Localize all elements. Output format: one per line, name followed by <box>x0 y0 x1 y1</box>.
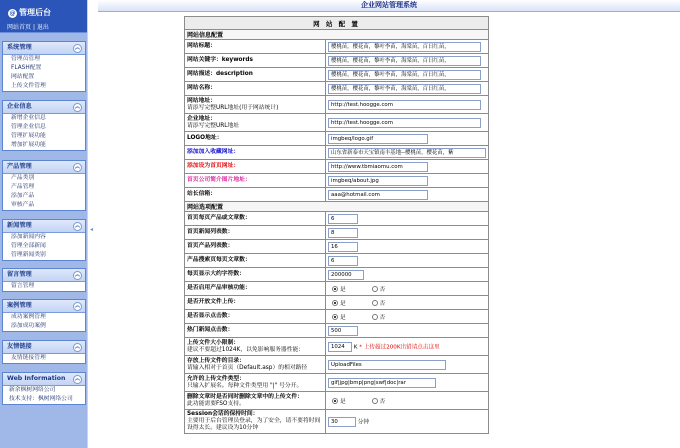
field-label: Session会话的保持时间： 主要用于后台管理员登录，为了安全，请不要将时间设得太长。建议设为10分钟 <box>185 410 326 434</box>
menu-links <box>2 340 86 364</box>
upload-help-link[interactable]: * 上传超过200K出错请点击这里 <box>359 344 440 350</box>
audit-yes-radio[interactable] <box>332 286 338 292</box>
menu-company <box>2 100 86 151</box>
sidebar <box>0 0 87 448</box>
collapse-sidebar-icon[interactable]: ◂ <box>90 226 94 233</box>
section-title: 网站信息配置 <box>185 30 489 40</box>
menu-cases <box>2 299 86 332</box>
window-title-bar <box>98 0 680 12</box>
field-label: LOGO地址： <box>185 132 326 146</box>
menu-item[interactable]: 审核产品 <box>11 202 35 208</box>
menu-products <box>2 160 86 211</box>
field-label: 添加设为首页网址： <box>185 160 326 174</box>
home-news-input[interactable]: 8 <box>328 228 358 238</box>
keywords-input[interactable]: 樱桃苗，樱花苗，黎叶李苗，海棠苗，百日红苗， <box>328 56 481 66</box>
menu-item[interactable]: 管理扩展功能 <box>11 133 46 139</box>
field-label: 是否开放文件上传： <box>185 296 326 310</box>
field-label: 网站地址： 请添写完整URL地址(用于网站统计) <box>185 96 326 114</box>
count-no-radio[interactable] <box>372 314 378 320</box>
field-hint: 请添写完整URL地址 <box>187 122 240 129</box>
menu-item[interactable]: 新增企业信息 <box>11 115 46 121</box>
unit-label: 分钟 <box>357 419 369 425</box>
site-name-input[interactable]: 樱桃苗，樱花苗，黎叶李苗，海棠苗，百日红苗， <box>328 84 481 94</box>
favorite-input[interactable]: 山东省新泰市天宝镇南丰基地--樱桃苗，樱花苗，紫 <box>328 148 486 158</box>
session-timeout-input[interactable]: 30 <box>328 417 356 427</box>
brand-logo <box>0 0 87 22</box>
collapse-icon[interactable]: ︽ <box>74 164 80 170</box>
field-hint: 建议不要超过1024K，以免影响服务器性能： <box>187 346 305 353</box>
delete-yes-radio[interactable] <box>332 398 338 404</box>
collapse-icon[interactable]: ︽ <box>74 376 80 382</box>
menu-item[interactable]: 上传文件管理 <box>11 83 46 89</box>
field-label: 是否启用产品审核功能： <box>185 282 326 296</box>
menu-header[interactable]: 企业信息 ︽ <box>3 101 85 114</box>
site-title-input[interactable]: 樱桃苗，樱花苗，黎叶李苗，海棠苗，百日红苗， <box>328 42 481 52</box>
sidebar-divider[interactable] <box>87 0 98 448</box>
upload-dir-input[interactable]: UploadFiles <box>328 360 446 370</box>
field-label: 允许的上传文件类型： 只输入扩展名。每种文件类型用 "|" 号分开。 <box>185 374 326 392</box>
field-label: 网站标题： <box>185 40 326 54</box>
menu-item[interactable]: FLASH配置 <box>11 65 42 71</box>
upload-yes-radio[interactable] <box>332 300 338 306</box>
field-label: 每页显示大约字符数： <box>185 268 326 282</box>
count-yes-radio[interactable] <box>332 314 338 320</box>
delete-no-radio[interactable] <box>372 398 378 404</box>
collapse-icon[interactable]: ︽ <box>74 344 80 350</box>
field-label: 站长信箱： <box>185 188 326 202</box>
email-input[interactable]: aaa@hotmail.com <box>328 190 428 200</box>
hot-news-input[interactable]: 500 <box>328 326 358 336</box>
menu-messages <box>2 268 86 292</box>
menu-header[interactable]: 新闻管理 ︽ <box>3 220 85 233</box>
field-label: 企业地址： 请添写完整URL地址 <box>185 114 326 132</box>
link-separator: | <box>32 24 35 31</box>
home-products-input[interactable]: 6 <box>328 214 358 224</box>
menu-item[interactable]: 产品类别 <box>11 175 35 181</box>
form-title: 网 站 配 置 <box>185 17 489 30</box>
home-link[interactable]: 网站首页 <box>7 24 32 31</box>
homepage-input[interactable]: http://www.tbmiaomu.com <box>328 162 428 172</box>
section-title: 网站选项配置 <box>185 202 489 212</box>
description-input[interactable]: 樱桃苗，樱花苗，黎叶李苗，海棠苗，百日红苗， <box>328 70 481 80</box>
field-label: 网站关键字：keywords <box>185 54 326 68</box>
max-chars-input[interactable]: 200000 <box>328 270 364 280</box>
sidebar-brand <box>0 0 87 33</box>
menu-item[interactable]: 管理企业信息 <box>11 124 46 130</box>
menu-news <box>2 219 86 261</box>
field-hint: 此功能需要FSO支持。 <box>187 400 245 407</box>
menu-item[interactable]: 添加成功案例 <box>11 323 46 329</box>
menu-item[interactable]: 增加扩展功能 <box>11 142 46 148</box>
field-hint: 主要用于后台管理员登录，为了安全，请不要将时间设得太长。建议设为10分钟 <box>187 418 321 431</box>
menu-web-info <box>2 372 86 405</box>
audit-no-radio[interactable] <box>372 286 378 292</box>
settings-form: 网 站 配 置 网站信息配置 网站标题： 樱桃苗，樱花苗，黎叶李苗，海棠苗，百日红苗， 网站关键字：keywords 樱桃苗，樱花苗，黎叶李苗，海棠苗，百日红苗， 网站描述：description 樱桃苗，樱花苗，黎叶李苗，海棠苗，百日红苗， 网站名称： 樱桃苗，樱花苗，黎叶李苗，海棠苗，百日红苗， 网站地址： 请添写完整URL地址(用于网站统计) http://test.hoogge.com 企业地址： 请添写完整URL地址 http://test.hoogge.com LOGO地址： imgbeq/logo.gif 添加加入收藏网址： 山东省新泰市天宝镇南丰基地--樱桃苗，樱花苗，紫 添加设为首页网址： http://www.tbmiaomu.com 首页公司简介图片地址： imgbeq/about.jpg 站长信箱： aaa@hotmail.com 网站选项配置 首页每页产品或文章数： 6 首页新闻列表数： 8 首页产品列表数： 16 产品搜索页每页文章数： 6 每页显示大约字符数： 200000 是否启用产品审核功能： 是 否 是否开放文件上传： 是 否 是否显示点击数： 是 否 热门新闻点击数： 500 上传文件大小限制： 建议不要超过1024K，以免影响服务器性能： 1024 K * 上传超过200K出错请点击这里 存放上传文件的目录： 请输入相对于首页（Default.asp）的相对路径 UploadFiles 允许的上传文件类型： 只输入扩展名。每种文件类型用 "|" 号分开。 gif|jpg|bmp|png|swf|doc|rar 删除文章时是否同时删除文章中的上传文件： 此功能需要FSO支持。 是 否 Session会话的保持时间： 主要用于后台管理员登录，为了安全，请不要将时间设得太长。建议设为10分钟 30 分钟 <box>184 16 489 434</box>
menu-item[interactable]: 管理新闻类别 <box>11 252 46 258</box>
menu-header[interactable]: 友情链接 ︽ <box>3 341 85 354</box>
field-label: 首页每页产品或文章数： <box>185 212 326 226</box>
menu-system <box>2 41 86 92</box>
menu-header[interactable]: 系统管理 ︽ <box>3 42 85 55</box>
brand-links <box>0 22 87 31</box>
field-hint: 只输入扩展名。每种文件类型用 "|" 号分开。 <box>187 382 303 389</box>
field-label: 网站名称： <box>185 82 326 96</box>
collapse-icon[interactable]: ︽ <box>74 303 80 309</box>
about-image-input[interactable]: imgbeq/about.jpg <box>328 176 428 186</box>
unit-label: K <box>353 344 358 350</box>
window-title: 企业网站管理系统 <box>361 1 417 9</box>
search-page-input[interactable]: 6 <box>328 256 358 266</box>
menu-header[interactable]: 产品管理 ︽ <box>3 161 85 174</box>
field-label: 首页新闻列表数： <box>185 226 326 240</box>
menu-item[interactable]: 管理员管理 <box>11 56 40 62</box>
file-types-input[interactable]: gif|jpg|bmp|png|swf|doc|rar <box>328 378 436 388</box>
company-url-input[interactable]: http://test.hoogge.com <box>328 118 481 128</box>
menu-item[interactable]: 留言管理 <box>11 283 35 289</box>
collapse-icon[interactable]: ︽ <box>74 223 80 229</box>
site-url-input[interactable]: http://test.hoogge.com <box>328 100 481 110</box>
field-label: 热门新闻点击数： <box>185 324 326 338</box>
field-label: 产品搜索页每页文章数： <box>185 254 326 268</box>
menu-item[interactable]: 成功案例管理 <box>11 314 46 320</box>
menu-header[interactable]: 案例管理 ︽ <box>3 300 85 313</box>
menu-item[interactable]: 网站配置 <box>11 74 35 80</box>
collapse-icon[interactable]: ︽ <box>74 104 80 110</box>
brand-title: 管理后台 <box>19 8 51 17</box>
menu-item[interactable]: 管理全部新闻 <box>11 243 46 249</box>
at-icon: @ <box>9 10 16 17</box>
field-label: 存放上传文件的目录： 请输入相对于首页（Default.asp）的相对路径 <box>185 356 326 374</box>
field-label: 首页产品列表数： <box>185 240 326 254</box>
field-label: 网站描述：description <box>185 68 326 82</box>
menu-item[interactable]: 添加产品 <box>11 193 35 199</box>
logo-url-input[interactable]: imgbeq/logo.gif <box>328 134 428 144</box>
menu-item[interactable]: 添加新闻内容 <box>11 234 46 240</box>
upload-size-input[interactable]: 1024 <box>328 342 352 352</box>
upload-no-radio[interactable] <box>372 300 378 306</box>
logout-link[interactable]: 退出 <box>36 24 49 31</box>
collapse-icon[interactable]: ︽ <box>74 272 80 278</box>
field-label: 是否显示点击数： <box>185 310 326 324</box>
field-label: 删除文章时是否同时删除文章中的上传文件： 此功能需要FSO支持。 <box>185 392 326 410</box>
menu-item[interactable]: 友情链接管理 <box>11 355 46 361</box>
info-item: 技术支持：枫树网络公司 <box>9 396 73 402</box>
menu-header: Web Information ︽ <box>3 373 85 386</box>
collapse-icon[interactable]: ︽ <box>74 45 80 51</box>
product-list-input[interactable]: 16 <box>328 242 358 252</box>
field-hint: 请输入相对于首页（Default.asp）的相对路径 <box>187 364 308 371</box>
field-hint: 请添写完整URL地址(用于网站统计) <box>187 104 279 111</box>
field-label: 首页公司简介图片地址： <box>185 174 326 188</box>
field-label: 上传文件大小限制： 建议不要超过1024K，以免影响服务器性能： <box>185 338 326 356</box>
field-label: 添加加入收藏网址： <box>185 146 326 160</box>
menu-header[interactable]: 留言管理 ︽ <box>3 269 85 282</box>
info-item: 新余枫树网络公司 <box>9 387 56 393</box>
menu-item[interactable]: 产品管理 <box>11 184 35 190</box>
